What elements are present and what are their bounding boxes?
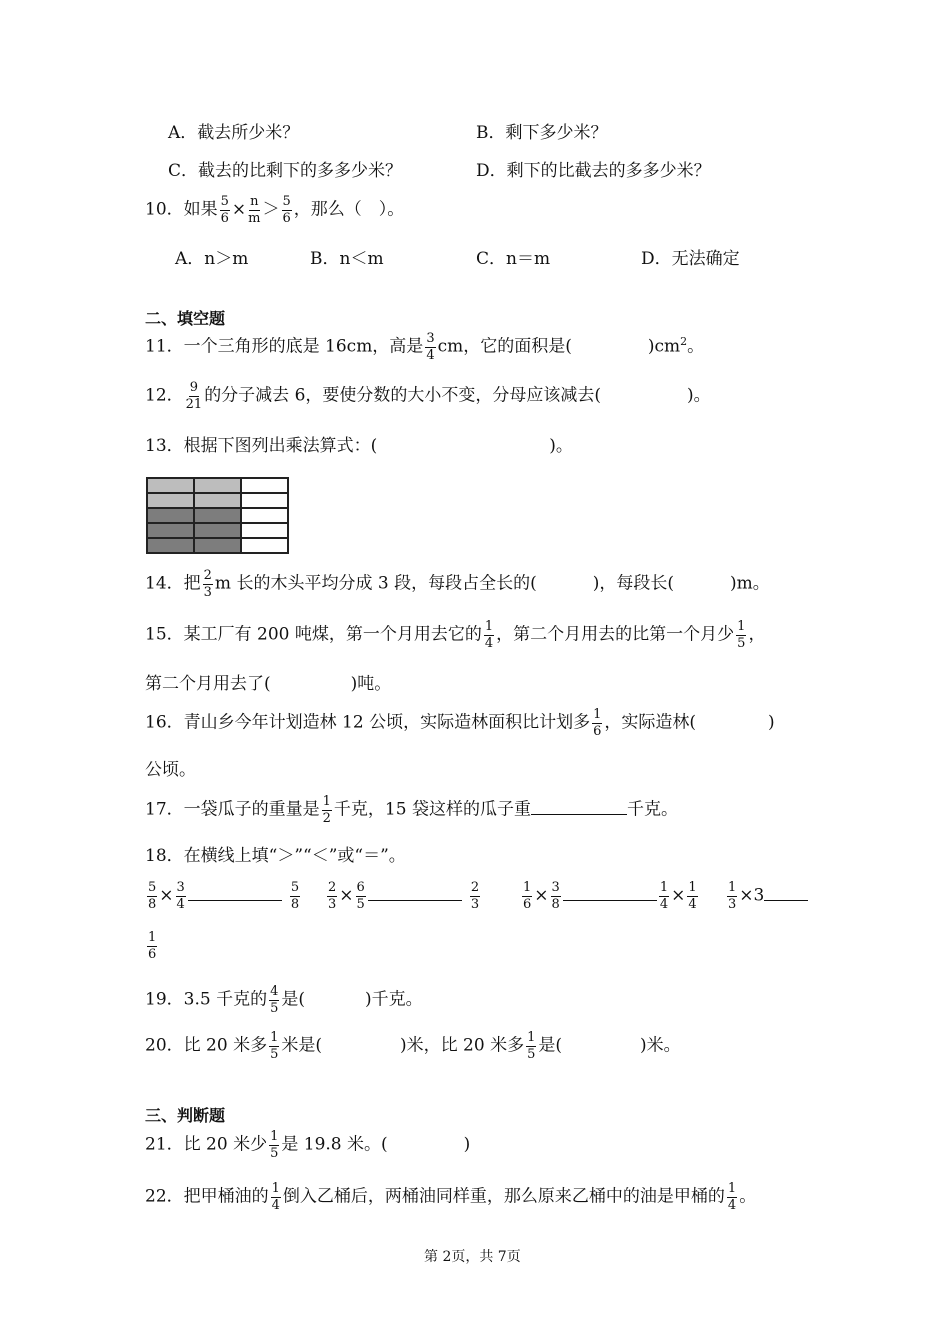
grid-cell-dark [147, 538, 194, 553]
fraction: $\frac{1}{4}$ [688, 880, 697, 912]
question-14: 14．把 $\frac{2}{3}$ m 长的木头平均分成 3 段，每段占全长的( )，每段长( )m。 [145, 568, 770, 600]
fraction: $\frac{3}{8}$ [551, 880, 560, 912]
compare-underline[interactable] [188, 884, 282, 901]
shaded-fraction-grid [146, 477, 289, 554]
fraction: $\frac{1}{5}$ [270, 1129, 279, 1161]
fraction: $\frac{2}{3}$ [328, 880, 337, 912]
q10-prefix: 10．如果 [145, 199, 218, 220]
fraction: $\frac{1}{3}$ [728, 880, 737, 912]
question-13: 13．根据下图列出乘法算式：( )。 [145, 436, 573, 456]
fraction: $\frac{5}{6}$ [220, 194, 229, 226]
grid-row [147, 523, 288, 538]
grid-row [147, 508, 288, 523]
fraction: $\frac{1}{6}$ [593, 707, 602, 739]
fraction: $\frac{1}{4}$ [271, 1181, 280, 1213]
fraction: $\frac{1}{5}$ [527, 1030, 536, 1062]
q18-expression-1: $\frac{5}{8}$ × $\frac{3}{4}$ $\frac{5}{8}$ [148, 880, 300, 912]
section-heading-true-false: 三、判断题 [145, 1106, 226, 1125]
fraction: $\frac{1}{5}$ [737, 619, 746, 651]
fraction: $\frac{5}{8}$ [148, 880, 157, 912]
question-17: 17．一袋瓜子的重量是 $\frac{1}{2}$ 千克，15 袋这样的瓜子重 千克。 [145, 794, 678, 826]
fraction: $\frac{2}{3}$ [203, 568, 212, 600]
q10-option-a: A．n＞m [175, 249, 249, 269]
q9-option-a: A．截去所少米？ [168, 123, 300, 143]
grid-cell-white [241, 508, 288, 523]
grid-row [147, 493, 288, 508]
fraction: $\frac{1}{4}$ [659, 880, 669, 912]
fraction: $\frac{3}{4}$ [426, 331, 435, 363]
question-21: 21．比 20 米少 $\frac{1}{5}$ 是 19.8 米。( ) [145, 1129, 471, 1161]
grid-cell-light [194, 478, 241, 493]
question-19: 19．3.5 千克的 $\frac{4}{5}$ 是( )千克。 [145, 984, 423, 1016]
grid-cell-light [194, 493, 241, 508]
question-12: 12． $\frac{9}{21}$ 的分子减去 6，要使分数的大小不变，分母应该减去( )。 [145, 380, 711, 412]
grid-cell-light [147, 478, 194, 493]
grid-cell-dark [194, 523, 241, 538]
fraction: $\frac{1}{4}$ [484, 619, 494, 651]
grid-row [147, 478, 288, 493]
grid-cell-white [241, 493, 288, 508]
q9-option-c: C．截去的比剩下的多多少米？ [168, 161, 403, 181]
q18-expression-3: $\frac{1}{6}$ × $\frac{3}{8}$ $\frac{1}{4}$ × $\frac{1}{4}$ [523, 880, 697, 912]
question-15-line2: 第二个月用去了( )吨。 [145, 674, 392, 694]
answer-underline[interactable] [531, 798, 627, 815]
question-15: 15．某工厂有 200 吨煤，第一个月用去它的 $\frac{1}{4}$ ，第二个月用去的比第一个月少 $\frac{1}{5}$ ， [145, 619, 766, 651]
question-10: 10．如果 $\frac{5}{6}$ × $\frac{n}{m}$ ＞ $\frac{5}{6}$ ，那么（ ）。 [145, 194, 405, 226]
grid-cell-dark [147, 523, 194, 538]
page-footer: 第 2页，共 7页 [424, 1249, 521, 1265]
q18-expression-4-rhs [145, 931, 159, 961]
fraction: $\frac{5}{8}$ [290, 880, 300, 912]
grid-cell-white [241, 523, 288, 538]
question-16-line2: 公顷。 [145, 760, 196, 780]
question-18-title: 18．在横线上填“＞”“＜”或“＝”。 [145, 846, 406, 866]
compare-underline[interactable] [368, 884, 462, 901]
grid-cell-white [241, 538, 288, 553]
q10-option-d: D．无法确定 [641, 249, 740, 269]
question-11: 11．一个三角形的底是 16cm，高是 $\frac{3}{4}$ cm，它的面积是( )$cm^2$。 [145, 331, 705, 363]
grid-cell-dark [194, 538, 241, 553]
grid-cell-light [147, 493, 194, 508]
q10-option-b: B．n＜m [310, 249, 384, 269]
compare-underline[interactable] [764, 884, 808, 901]
q9-option-d: D．剩下的比截去的多多少米？ [476, 161, 711, 181]
fraction: $\frac{3}{4}$ [176, 880, 185, 912]
grid-cell-white [241, 478, 288, 493]
fraction: $\frac{1}{5}$ [270, 1030, 279, 1062]
fraction: $\frac{5}{6}$ [282, 194, 291, 226]
question-22: 22．把甲桶油的 $\frac{1}{4}$ 倒入乙桶后，两桶油同样重，那么原来乙桶中的油是甲桶的 $\frac{1}{4}$ 。 [145, 1181, 757, 1213]
compare-underline[interactable] [563, 884, 657, 901]
fraction: $\frac{4}{5}$ [270, 984, 279, 1016]
fraction: $\frac{1}{6}$ [523, 880, 532, 912]
section-heading-fill-in: 二、填空题 [145, 309, 226, 328]
q10-option-c: C．n＝m [476, 249, 551, 269]
fraction: $\frac{n}{m}$ [248, 194, 261, 226]
question-16: 16．青山乡今年计划造林 12 公顷，实际造林面积比计划多 $\frac{1}{6}$ ，实际造林( ) [145, 707, 775, 739]
fraction: $\frac{1}{6}$ [148, 930, 157, 962]
q18-expression-2: $\frac{2}{3}$ × $\frac{6}{5}$ $\frac{2}{3}$ [328, 880, 480, 912]
q9-option-b: B．剩下多少米？ [476, 123, 608, 143]
grid-cell-dark [147, 508, 194, 523]
q18-expression-4: $\frac{1}{3}$ ×3 [725, 881, 808, 911]
fraction: $\frac{1}{2}$ [322, 794, 331, 826]
fraction: $\frac{9}{21}$ [185, 380, 203, 412]
question-20: 20．比 20 米多 $\frac{1}{5}$ 米是( )米，比 20 米多 $\frac{1}{5}$ 是( )米。 [145, 1030, 681, 1062]
fraction: $\frac{1}{4}$ [727, 1181, 737, 1213]
fraction: $\frac{2}{3}$ [470, 880, 480, 912]
grid-cell-dark [194, 508, 241, 523]
q10-suffix: ，那么（ ）。 [293, 199, 405, 220]
fraction: $\frac{6}{5}$ [356, 880, 365, 912]
grid-row [147, 538, 288, 553]
